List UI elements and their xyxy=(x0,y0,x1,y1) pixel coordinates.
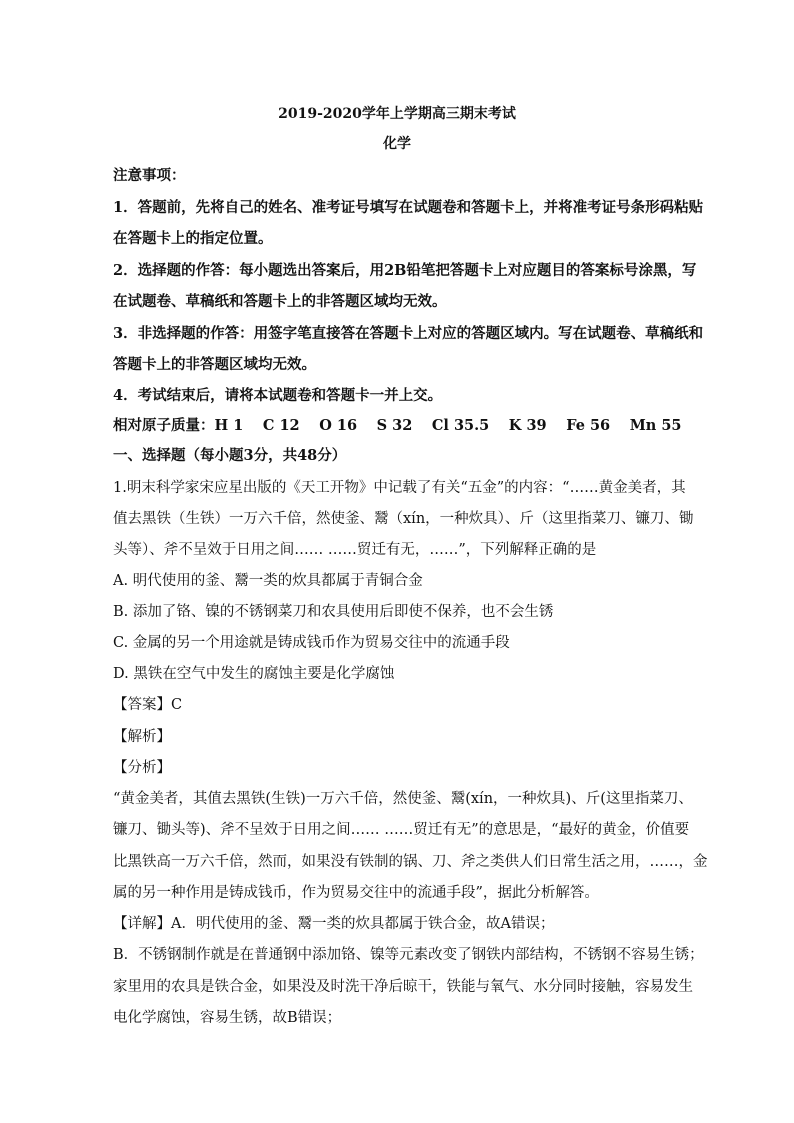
atomic-mass-line: 相对原子质量：H 1 C 12 O 16 S 32 Cl 35.5 K 39 Fe 56 Mn 55 xyxy=(113,417,682,434)
detail-line-2: B．不锈钢制作就是在普通钢中添加铬、镍等元素改变了钢铁内部结构，不锈钢不容易生锈； xyxy=(113,947,704,963)
notice-item-1a: 1．答题前，先将自己的姓名、准考证号填写在试题卷和答题卡上，并将准考证号条形码粘贴 xyxy=(113,199,704,216)
notice-item-2b: 在试题卷、草稿纸和答题卡上的非答题区域均无效。 xyxy=(113,293,447,310)
detail-line-3: 家里用的农具是铁合金，如果没及时洗干净后晾干，铁能与氧气、水分同时接触，容易发生 xyxy=(113,979,693,995)
option-a: A. 明代使用的釜、鬵一类的炊具都属于青铜合金 xyxy=(113,573,423,589)
notice-item-1b: 在答题卡上的指定位置。 xyxy=(113,230,273,247)
analysis-line-3: 比黑铁高一万六千倍，然而，如果没有铁制的锅、刀、斧之类供人们日常生活之用，……，金 xyxy=(113,854,708,870)
analysis-line-1: “黄金美者，其值去黑铁(生铁)一万六千倍，然使釜、鬵(xín，一种炊具)、斤(这里指菜刀、 xyxy=(113,791,693,807)
option-c: C. 金属的另一个用途就是铸成钱币作为贸易交往中的流通手段 xyxy=(113,635,510,651)
fenxi-label: 【分析】 xyxy=(113,760,171,776)
option-b: B. 添加了铬、镍的不锈钢菜刀和农具使用后即使不保养，也不会生锈 xyxy=(113,604,554,620)
jiexi-label: 【解析】 xyxy=(113,729,171,745)
question-stem-3: 头等）、斧不呈效于日用之间…… ……贸迁有无，……”，下列解释正确的是 xyxy=(113,542,597,558)
notice-item-4: 4．考试结束后，请将本试题卷和答题卡一并上交。 xyxy=(113,387,443,404)
section-heading: 一、选择题（每小题3分，共48分） xyxy=(113,447,347,464)
notice-item-3b: 答题卡上的非答题区域均无效。 xyxy=(113,356,316,373)
option-d: D. 黑铁在空气中发生的腐蚀主要是化学腐蚀 xyxy=(113,666,395,682)
detail-line-4: 电化学腐蚀，容易生锈，故B错误； xyxy=(113,1010,342,1026)
analysis-line-4: 属的另一种作用是铸成钱币，作为贸易交往中的流通手段”，据此分析解答。 xyxy=(113,885,599,901)
notice-heading: 注意事项： xyxy=(113,167,186,184)
question-stem-1: 1.明末科学家宋应星出版的《天工开物》中记载了有关“五金”的内容：“……黄金美者，其 xyxy=(113,480,686,496)
subject-title: 化学 xyxy=(383,136,411,152)
notice-item-3a: 3．非选择题的作答：用签字笔直接答在答题卡上对应的答题区域内。写在试题卷、草稿纸和 xyxy=(113,325,704,342)
exam-title: 2019-2020学年上学期高三期末考试 xyxy=(278,106,516,122)
analysis-line-2: 镰刀、锄头等)、斧不呈效于日用之间…… ……贸迁有无”的意思是，“最好的黄金，价值要 xyxy=(113,822,690,838)
question-stem-2: 值去黑铁（生铁）一万六千倍，然使釜、鬵（xín，一种炊具）、斤（这里指菜刀、镰刀、锄 xyxy=(113,511,694,527)
notice-item-2a: 2．选择题的作答：每小题选出答案后，用2B铅笔把答题卡上对应题目的答案标号涂黑，写 xyxy=(113,262,697,279)
detail-line-1: 【详解】A．明代使用的釜、鬵一类的炊具都属于铁合金，故A错误； xyxy=(113,916,555,932)
answer-line: 【答案】C xyxy=(113,697,183,713)
